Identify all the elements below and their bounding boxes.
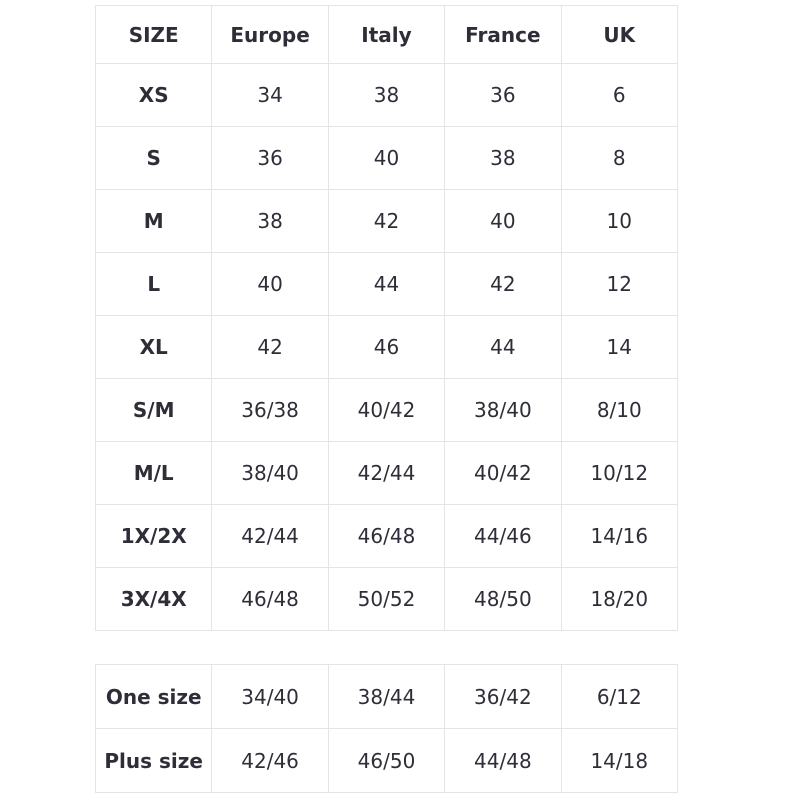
size-value-cell: 8 [561, 127, 677, 190]
row-label-cell: S/M [96, 379, 212, 442]
size-value-cell: 14 [561, 316, 677, 379]
size-table-body [96, 64, 678, 631]
size-value-cell: 44 [445, 316, 561, 379]
size-value-cell: 44/48 [445, 729, 561, 793]
row-label-cell: 1X/2X [96, 505, 212, 568]
size-value-cell: 38 [212, 190, 328, 253]
size-value-cell: 10/12 [561, 442, 677, 505]
size-value-cell: 46/48 [212, 568, 328, 631]
column-header: SIZE [96, 6, 212, 64]
size-value-cell: 34/40 [212, 665, 328, 729]
header-row [96, 6, 678, 64]
size-value-cell: 10 [561, 190, 677, 253]
row-label-cell: M [96, 190, 212, 253]
table-row [96, 442, 678, 505]
size-value-cell: 40/42 [445, 442, 561, 505]
size-value-cell: 36 [212, 127, 328, 190]
size-value-cell: 42 [445, 253, 561, 316]
row-label-cell: M/L [96, 442, 212, 505]
size-value-cell: 14/16 [561, 505, 677, 568]
table-row [96, 64, 678, 127]
size-value-cell: 48/50 [445, 568, 561, 631]
column-header: UK [561, 6, 677, 64]
size-value-cell: 40 [328, 127, 444, 190]
size-value-cell: 18/20 [561, 568, 677, 631]
size-value-cell: 44 [328, 253, 444, 316]
size-value-cell: 46/50 [328, 729, 444, 793]
size-value-cell: 12 [561, 253, 677, 316]
size-value-cell: 36/38 [212, 379, 328, 442]
size-value-cell: 38/40 [212, 442, 328, 505]
size-value-cell: 8/10 [561, 379, 677, 442]
size-value-cell: 42 [328, 190, 444, 253]
size-table-header [96, 6, 678, 64]
row-label-cell: One size [96, 665, 212, 729]
size-value-cell: 38/44 [328, 665, 444, 729]
size-value-cell: 38 [328, 64, 444, 127]
row-label-cell: L [96, 253, 212, 316]
table-row [96, 316, 678, 379]
size-value-cell: 36/42 [445, 665, 561, 729]
size-value-cell: 6/12 [561, 665, 677, 729]
column-header: Europe [212, 6, 328, 64]
special-table-body [96, 665, 678, 793]
size-value-cell: 44/46 [445, 505, 561, 568]
size-value-cell: 36 [445, 64, 561, 127]
row-label-cell: S [96, 127, 212, 190]
table-row [96, 665, 678, 729]
size-value-cell: 38/40 [445, 379, 561, 442]
row-label-cell: Plus size [96, 729, 212, 793]
row-label-cell: XL [96, 316, 212, 379]
row-label-cell: 3X/4X [96, 568, 212, 631]
size-conversion-table [95, 5, 678, 631]
size-value-cell: 46 [328, 316, 444, 379]
size-value-cell: 40 [445, 190, 561, 253]
size-value-cell: 42/46 [212, 729, 328, 793]
special-size-table [95, 664, 678, 793]
table-row [96, 729, 678, 793]
size-value-cell: 6 [561, 64, 677, 127]
size-value-cell: 42 [212, 316, 328, 379]
size-value-cell: 50/52 [328, 568, 444, 631]
size-value-cell: 38 [445, 127, 561, 190]
table-row [96, 505, 678, 568]
size-value-cell: 46/48 [328, 505, 444, 568]
table-row [96, 379, 678, 442]
table-row [96, 190, 678, 253]
column-header: Italy [328, 6, 444, 64]
size-value-cell: 42/44 [212, 505, 328, 568]
table-row [96, 568, 678, 631]
size-value-cell: 42/44 [328, 442, 444, 505]
size-value-cell: 40/42 [328, 379, 444, 442]
column-header: France [445, 6, 561, 64]
table-row [96, 127, 678, 190]
size-value-cell: 34 [212, 64, 328, 127]
size-value-cell: 40 [212, 253, 328, 316]
size-value-cell: 14/18 [561, 729, 677, 793]
row-label-cell: XS [96, 64, 212, 127]
table-row [96, 253, 678, 316]
